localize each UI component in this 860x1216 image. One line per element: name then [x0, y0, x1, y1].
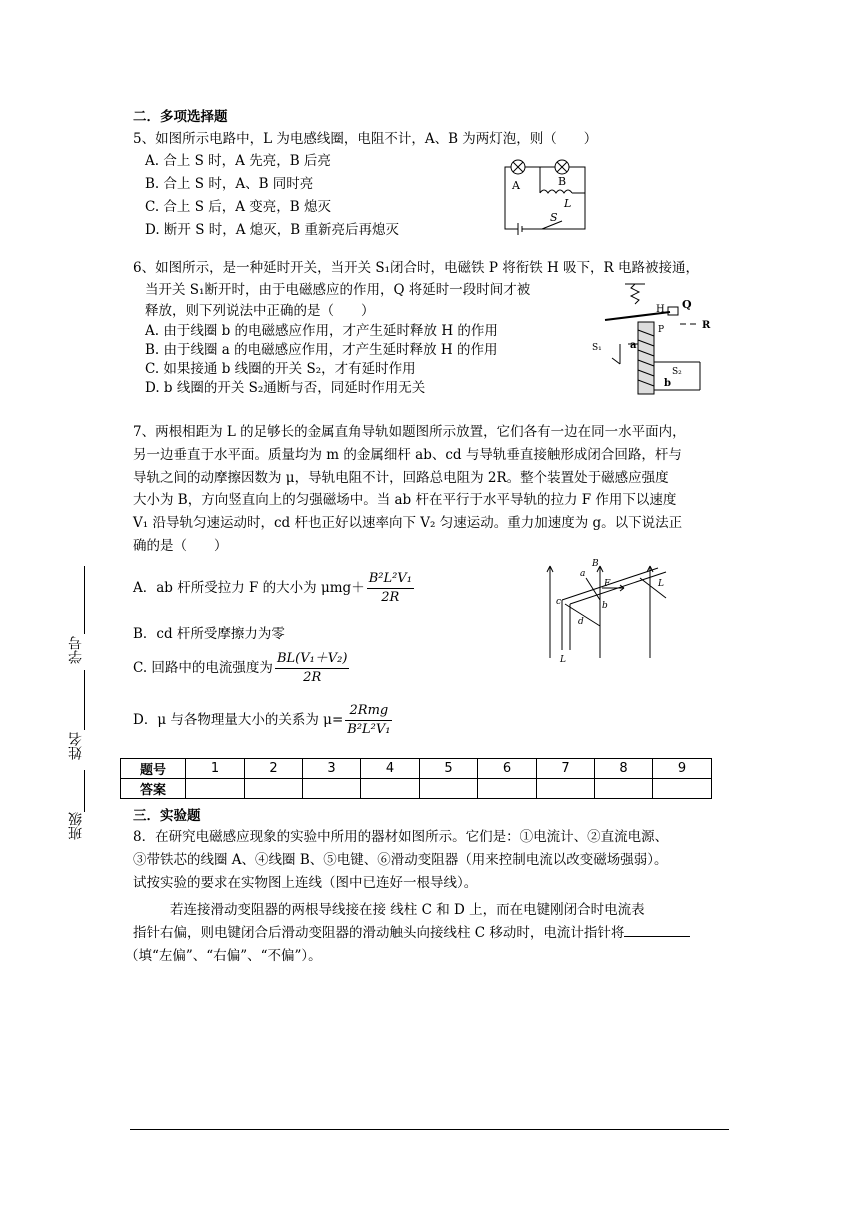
- option-d: [133, 702, 394, 739]
- coil-a-label: a: [630, 340, 637, 351]
- q7-line: 导轨之间的动摩擦因数为 μ，导轨电阻不计，回路总电阻为 2R。整个装置处于磁感应强度: [133, 470, 669, 486]
- table-header-cell: 题号: [121, 759, 186, 779]
- answer-cell[interactable]: [595, 779, 653, 799]
- circuit-diagram: [500, 155, 600, 235]
- q8-line: （填“左偏”、“右偏”、“不偏”）。: [125, 948, 322, 964]
- divider: [84, 770, 86, 812]
- option-a: [133, 570, 416, 607]
- option-d: D. 断开 S 时，A 熄灭，B 重新亮后再熄灭: [145, 222, 400, 238]
- section-title: 二．多项选择题: [133, 109, 228, 125]
- rod-d-label: d: [578, 617, 584, 627]
- q8-line: ③带铁芯的线圈 A、④线圈 B、⑤电键、⑥滑动变阻器（用来控制电流以改变磁场强弱）。: [133, 852, 668, 868]
- table-cell: 3: [303, 759, 361, 779]
- q7-line: V₁ 沿导轨匀速运动时，cd 杆也正好以速率向下 V₂ 匀速运动。重力加速度为 g。以下说法正: [133, 515, 683, 531]
- option-a-text: A．ab 杆所受拉力 F 的大小为 μmg＋: [133, 580, 365, 596]
- table-cell: 1: [186, 759, 245, 779]
- q7-line: 7、两根相距为 L 的足够长的金属直角导轨如题图所示放置，它们各有一边在同一水平面内，: [133, 424, 686, 440]
- table-row: [121, 779, 712, 799]
- lamp-a-label: A: [512, 179, 520, 192]
- option-a: A. 合上 S 时，A 先亮，B 后亮: [145, 153, 331, 169]
- table-row: [121, 759, 712, 779]
- rail-diagram: [540, 558, 680, 666]
- name-label: 姓名: [68, 732, 84, 760]
- q8-line: 若连接滑动变阻器的两根导线接在接 线柱 C 和 D 上，而在电键刚闭合时电流表: [170, 902, 645, 918]
- footer-rule: [130, 1129, 729, 1130]
- answer-cell[interactable]: [361, 779, 420, 799]
- answer-table: [120, 758, 712, 799]
- question-stem-cont: 释放，则下列说法中正确的是（ ）: [145, 303, 375, 319]
- divider: [84, 670, 86, 730]
- table-header-cell: 答案: [121, 779, 186, 799]
- formula-denominator: 2R: [381, 590, 400, 605]
- table-cell: 4: [361, 759, 420, 779]
- table-cell: 5: [420, 759, 478, 779]
- option-c: C. 合上 S 后，A 变亮，B 熄灭: [145, 199, 332, 215]
- q8-line-text: 指针右偏，则电键闭合后滑动变阻器的滑动触头向接线柱 C 移动时，电流计指针将: [133, 925, 625, 941]
- table-cell: 2: [245, 759, 303, 779]
- s2-label: S₂: [672, 367, 682, 377]
- q8-line: [133, 924, 690, 942]
- question-stem-cont: 当开关 S₁断开时，由于电磁感应的作用，Q 将延时一段时间才被: [145, 282, 531, 298]
- formula-denominator: 2R: [303, 670, 322, 685]
- option-c: [133, 650, 351, 687]
- force-f-label: F: [604, 579, 611, 589]
- q7-line: 确的是（ ）: [133, 538, 228, 554]
- answer-cell[interactable]: [478, 779, 537, 799]
- option-b: B. 合上 S 时，A、B 同时亮: [145, 176, 314, 192]
- inductor-label: L: [564, 197, 572, 210]
- q8-line: 试按实验的要求在实物图上连线（图中已连好一根导线）。: [133, 875, 478, 891]
- q8-line: 8．在研究电磁感应现象的实验中所用的器材如图所示。它们是：①电流计、②直流电源、: [133, 829, 669, 845]
- table-cell: 7: [537, 759, 595, 779]
- r-label: R: [702, 320, 711, 331]
- class-label: 班级: [68, 812, 84, 840]
- answer-cell[interactable]: [420, 779, 478, 799]
- option-d-text: D．μ 与各物理量大小的关系为 μ=: [133, 712, 344, 728]
- option-c: C. 如果接通 b 线圈的开关 S₂，才有延时作用: [145, 361, 416, 377]
- length-l2-label: L: [560, 655, 566, 665]
- answer-blank[interactable]: [624, 924, 690, 937]
- answer-cell[interactable]: [653, 779, 712, 799]
- relay-diagram: [590, 282, 720, 400]
- table-cell: 9: [653, 759, 712, 779]
- answer-cell[interactable]: [537, 779, 595, 799]
- divider: [84, 566, 86, 634]
- student-id-label: 学号: [68, 636, 84, 664]
- option-a: A. 由于线圈 b 的电磁感应作用，才产生延时释放 H 的作用: [145, 323, 498, 339]
- switch-label: S: [550, 211, 558, 224]
- coil-b-label: b: [664, 378, 671, 389]
- answer-cell[interactable]: [303, 779, 361, 799]
- armature-h-label: H: [656, 304, 665, 315]
- answer-cell[interactable]: [245, 779, 303, 799]
- option-d: D. b 线圈的开关 S₂通断与否，同延时作用无关: [145, 380, 426, 396]
- q7-line: 大小为 B，方向竖直向上的匀强磁场中。当 ab 杆在平行于水平导轨的拉力 F 作用下以速度: [133, 492, 677, 508]
- answer-cell[interactable]: [186, 779, 245, 799]
- p-label: P: [658, 325, 665, 335]
- question-stem: 5、如图所示电路中，L 为电感线圈，电阻不计，A、B 为两灯泡，则（ ）: [133, 131, 598, 147]
- formula-numerator: 2Rmg: [345, 702, 392, 721]
- rod-c-label: c: [556, 597, 562, 607]
- option-c-text: C. 回路中的电流强度为: [133, 660, 273, 676]
- section-title: 三．实验题: [133, 808, 201, 824]
- question-stem: 6、如图所示，是一种延时开关，当开关 S₁闭合时，电磁铁 P 将衔铁 H 吸下，R 电路被接通，: [133, 260, 700, 276]
- formula-numerator: BL(V₁＋V₂): [275, 650, 350, 669]
- lamp-b-label: B: [558, 175, 567, 188]
- formula-numerator: B²L²V₁: [367, 570, 414, 589]
- option-b: B．cd 杆所受摩擦力为零: [133, 626, 285, 642]
- s1-label: S₁: [592, 343, 602, 353]
- length-l-label: L: [658, 579, 664, 589]
- field-b-label: B: [592, 559, 599, 569]
- q7-line: 另一边垂直于水平面。质量均为 m 的金属细杆 ab、cd 与导轨垂直接触形成闭合回路，杆与: [133, 447, 682, 463]
- formula-denominator: B²L²V₁: [347, 722, 391, 737]
- q-label: Q: [682, 298, 692, 311]
- table-cell: 8: [595, 759, 653, 779]
- rod-a-label: a: [580, 569, 586, 579]
- table-cell: 6: [478, 759, 537, 779]
- rod-b-label: b: [602, 601, 608, 611]
- option-b: B. 由于线圈 a 的电磁感应作用，才产生延时释放 H 的作用: [145, 342, 498, 358]
